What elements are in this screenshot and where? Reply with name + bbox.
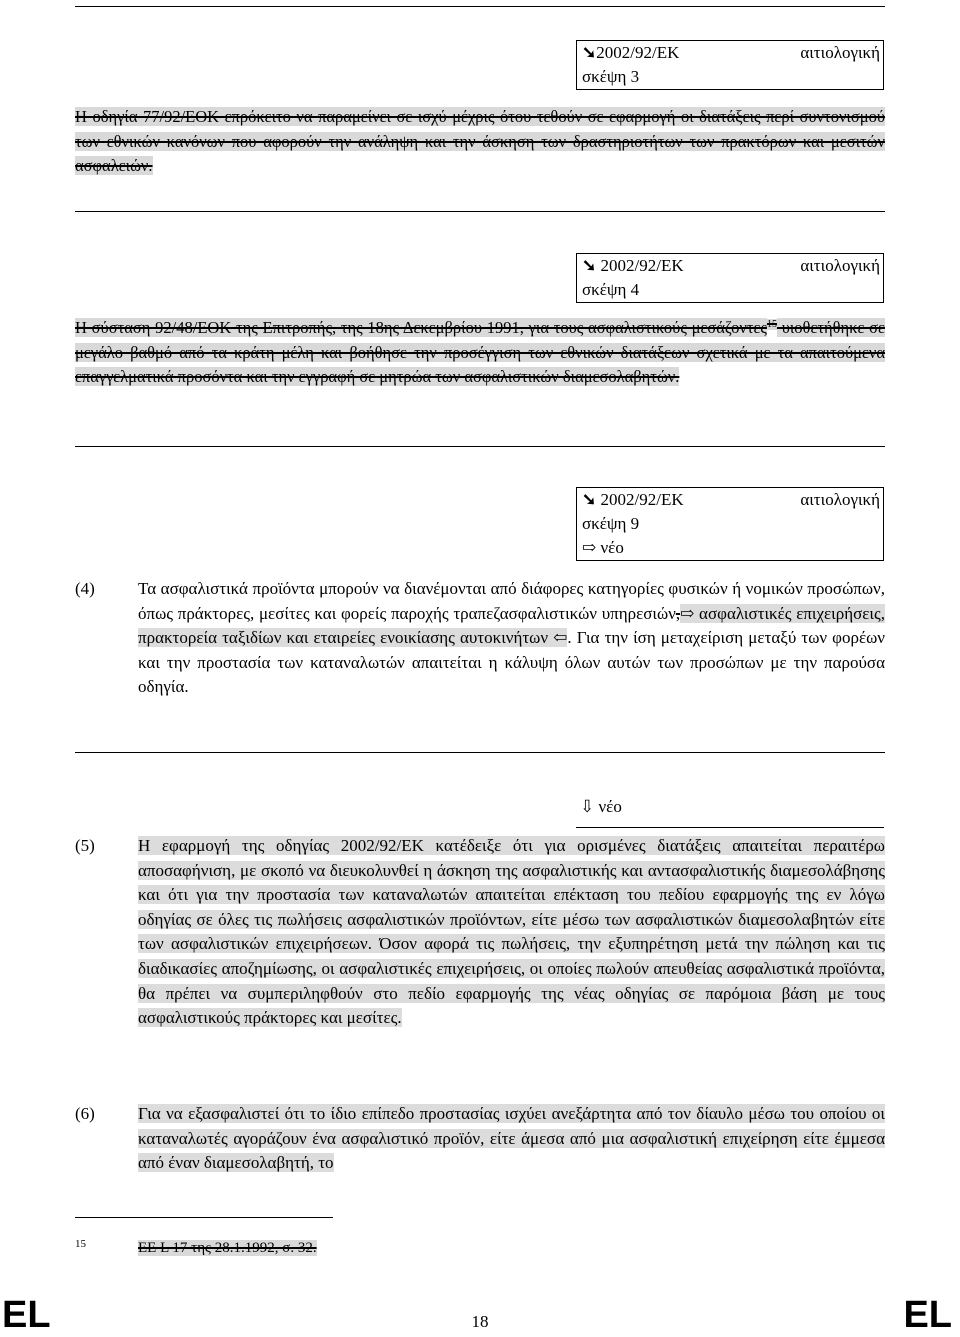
deleted-comma: , <box>675 603 681 623</box>
down-arrow-icon: ➘ <box>582 43 597 62</box>
insert-arrow-icon: ⇨ <box>582 538 597 557</box>
new-label-underline <box>576 827 884 828</box>
section-divider <box>75 752 885 753</box>
footnote-separator <box>75 1217 333 1218</box>
down-arrow-new-icon: ⇩ <box>580 797 595 816</box>
paragraph-number: (6) <box>75 1104 95 1123</box>
language-code-left: EL <box>2 1294 51 1336</box>
insert-start-icon: ⇨ <box>680 603 695 623</box>
recital-type: αιτιολογική <box>800 490 880 509</box>
new-label: νέο <box>600 538 624 557</box>
paragraph-number: (5) <box>75 836 95 855</box>
footnote-number: 15 <box>75 1238 86 1250</box>
section-divider <box>75 211 885 212</box>
paragraph-6: Για να εξασφαλιστεί ότι το ίδιο επίπεδο προστασίας ισχύει ανεξάρτητα από τον δίαυλο μέσω του οποίου οι καταναλωτές αγοράζουν ένα ασφαλιστικό προϊόν, είτε άμεσα από μια ασφαλιστική επιχείρηση είτε έμμεσα από έναν διαμεσολαβητή, το <box>138 1104 885 1173</box>
insert-end-icon: ⇦ <box>553 628 568 648</box>
directive-ref: 2002/92/ΕΚ <box>596 43 680 62</box>
paragraph-4: Τα ασφαλιστικά προϊόντα μπορούν να διανέμονται από διάφορες κατηγορίες φυσικών ή νομικών προσώπων, όπως πράκτορες, μεσίτες και φορείς παροχής τραπεζασφαλιστικών υπηρεσιών,⇨ ασφαλιστικές επιχειρήσεις, πρακτορεία ταξιδίων και εταιρείες ενοικίασης αυτοκινήτων ⇦. Για την ίση μεταχείριση μεταξύ των φορέων και την προστασία των καταναλωτών απαιτείται η κάλυψη όλων αυτών των προσώπων με την παρούσα οδηγία. <box>138 579 885 697</box>
reference-box-recital-4 <box>576 253 884 303</box>
language-code-right: EL <box>903 1294 952 1336</box>
recital-number: σκέψη 4 <box>582 280 640 299</box>
paragraph-5: Η εφαρμογή της οδηγίας 2002/92/ΕΚ κατέδειξε ότι για ορισμένες διατάξεις απαιτείται περαιτέρω αποσαφήνιση, με σκοπό να διευκολυνθεί η άσκηση της ασφαλιστικής και αντασφαλιστικής διαμεσολάβησης και ότι για την προστασία των καταναλωτών απαιτείται επέκταση του πεδίου εφαρμογής της εν λόγω οδηγίας σε όλες τις πωλήσεις ασφαλιστικών προϊόντων, είτε μέσω των ασφαλιστικών διαμεσολαβητών είτε των ασφαλιστικών επιχειρήσεων. Όσον αφορά τις πωλήσεις, την εξυπηρέτηση μετά την πώληση και τις διαδικασίες αποζημίωσης, οι ασφαλιστικές επιχειρήσεις, οι οποίες πωλούν απευθείας ασφαλιστικά προϊόντα, θα πρέπει να συμπεριληφθούν στο πεδίο εφαρμογής της νέας οδηγίας σε παρόμοια βάση με τους ασφαλιστικούς πράκτορες και μεσίτες. <box>138 836 885 1028</box>
directive-ref: 2002/92/ΕΚ <box>600 490 684 509</box>
paragraph-number: (4) <box>75 579 95 598</box>
down-arrow-icon: ➘ <box>582 256 597 275</box>
recital-type: αιτιολογική <box>800 43 880 62</box>
footnote-marker[interactable]: 15 <box>766 318 777 330</box>
deleted-recital-3: Η οδηγία 77/92/ΕΟΚ επρόκειτο να παραμείνει σε ισχύ μέχρις ότου τεθούν σε εφαρμογή οι διατάξεις περί συντονισμού των εθνικών κανόνων που αφορούν την ανάληψη και την άσκηση των δραστηριοτήτων των πρακτόρων και μεσιτών ασφαλειών. <box>75 107 885 176</box>
reference-box-recital-9 <box>576 487 884 561</box>
recital-number: σκέψη 3 <box>582 67 640 86</box>
footnote-text: ΕΕ L 17 της 28.1.1992, σ. 32. <box>138 1240 317 1256</box>
directive-ref: 2002/92/ΕΚ <box>600 256 684 275</box>
recital-type: αιτιολογική <box>800 256 880 275</box>
page-number: 18 <box>471 1312 489 1331</box>
new-text-label: ⇩ νέο <box>580 797 622 816</box>
section-divider <box>75 446 885 447</box>
deleted-recital-4: Η σύσταση 92/48/ΕΟΚ της Επιτροπής, της 18ης Δεκεμβρίου 1991, για τους ασφαλιστικούς μεσάζοντες$^{15}$ υιοθετήθηκε σε μεγάλο βαθμό από τα κράτη μέλη και βοήθησε την προσέγγιση των εθνικών διατάξεων σχετικά με τα απαιτούμενα επαγγελματικά προσόντα και την εγγραφή σε μητρώα των ασφαλιστικών διαμεσολαβητών. <box>75 318 885 387</box>
reference-box-recital-3 <box>576 40 884 90</box>
down-arrow-icon: ➘ <box>582 490 597 509</box>
inserted-text: ασφαλιστικές επιχειρήσεις, πρακτορεία ταξιδίων και εταιρείες ενοικίασης αυτοκινήτων <box>138 603 885 648</box>
recital-number: σκέψη 9 <box>582 514 640 533</box>
section-divider <box>75 6 885 7</box>
